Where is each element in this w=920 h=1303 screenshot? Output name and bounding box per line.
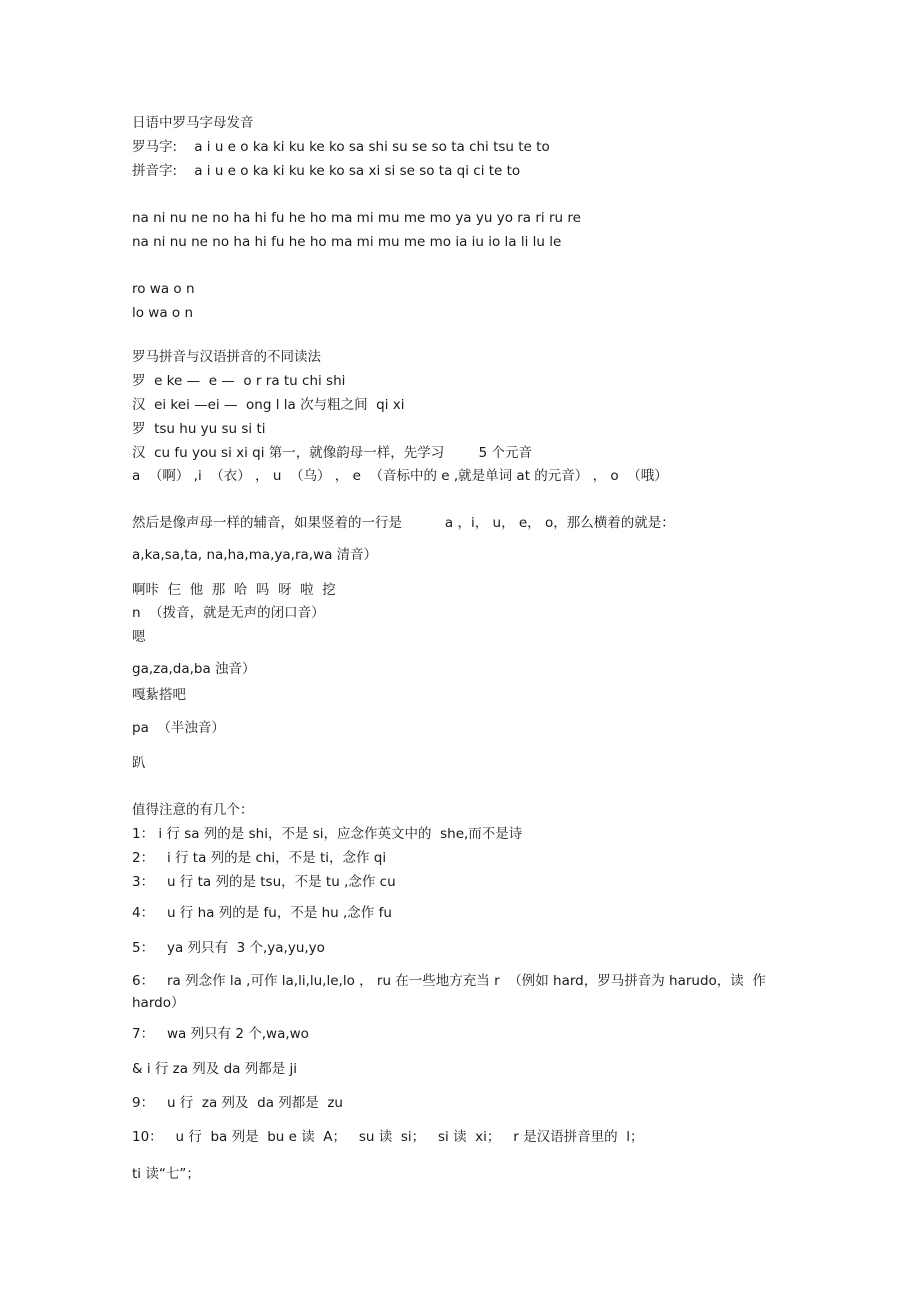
note-item: 5： ya 列只有 3 个,ya,yu,yo	[132, 940, 325, 956]
note-item: & i 行 za 列及 da 列都是 ji	[132, 1061, 298, 1077]
hatsuon-chinese-line: 嗯	[132, 629, 146, 645]
handakuon-chinese-line: 趴	[132, 755, 146, 771]
romaji-row-2: na ni nu ne no ha hi fu he ho ma mi mu me mo ya yu yo ra ri ru re	[132, 210, 581, 226]
romaji-row-3: ro wa o n	[132, 281, 195, 297]
text-line: 汉 ei kei —ei — ong l la 次与粗之间 qi xi	[132, 397, 405, 413]
document-title: 日语中罗马字母发音	[132, 115, 254, 131]
consonants-intro: 然后是像声母一样的辅音，如果竖着的一行是 a ，i， u， e， o，那么横着的就是：	[132, 515, 675, 531]
section-heading-differences: 罗马拼音与汉语拼音的不同读法	[132, 349, 321, 365]
notes-heading: 值得注意的有几个：	[132, 802, 254, 818]
note-item: 2： i 行 ta 列的是 chi，不是 ti，念作 qi	[132, 850, 387, 866]
note-item: 3： u 行 ta 列的是 tsu，不是 tu ,念作 cu	[132, 874, 396, 890]
dakuon-chinese-line: 嘎紥搭吧	[132, 687, 186, 703]
pinyin-row-3: lo wa o n	[132, 305, 194, 321]
note-item: 4： u 行 ha 列的是 fu，不是 hu ,念作 fu	[132, 905, 392, 921]
pinyin-row-2: na ni nu ne no ha hi fu he ho ma mi mu me mo ia iu io la li lu le	[132, 234, 562, 250]
romaji-row-1: 罗马字: a i u e o ka ki ku ke ko sa shi su se so ta chi tsu te to	[132, 139, 550, 155]
pinyin-row-1: 拼音字: a i u e o ka ki ku ke ko sa xi si se so ta qi ci te to	[132, 163, 521, 179]
text-line: 汉 cu fu you si xi qi 第一，就像韵母一样，先学习 5 个元音	[132, 445, 532, 461]
note-item: 6： ra 列念作 la ,可作 la,li,lu,le,lo ， ru 在一些地方充当 r （例如 hard，罗马拼音为 harudo，读 作	[132, 973, 766, 989]
note-item: 10： u 行 ba 列是 bu e 读 A； su 读 si； si 读 xi； r 是汉语拼音里的 l；	[132, 1129, 644, 1145]
hatsuon-line: n （拨音，就是无声的闭口音）	[132, 605, 325, 621]
handakuon-line: pa （半浊音）	[132, 720, 225, 736]
note-item-continued: hardo）	[132, 995, 185, 1011]
text-line: 罗 tsu hu yu su si ti	[132, 421, 266, 437]
dakuon-line: ga,za,da,ba 浊音）	[132, 661, 256, 677]
seion-line: a,ka,sa,ta, na,ha,ma,ya,ra,wa 清音）	[132, 547, 378, 563]
note-item: ti 读“七”；	[132, 1166, 200, 1182]
note-item: 1： i 行 sa 列的是 shi，不是 si，应念作英文中的 she,而不是诗	[132, 826, 523, 842]
seion-chinese-line: 啊咔 仨 他 那 哈 吗 呀 啦 挖	[132, 582, 336, 598]
note-item: 7： wa 列只有 2 个,wa,wo	[132, 1026, 309, 1042]
note-item: 9： u 行 za 列及 da 列都是 zu	[132, 1095, 343, 1111]
vowels-line: a （啊） ,i （衣） ， u （乌） ， e （音标中的 e ,就是单词 at 的元音） ， o （哦）	[132, 468, 668, 484]
text-line: 罗 e ke — e — o r ra tu chi shi	[132, 373, 346, 389]
